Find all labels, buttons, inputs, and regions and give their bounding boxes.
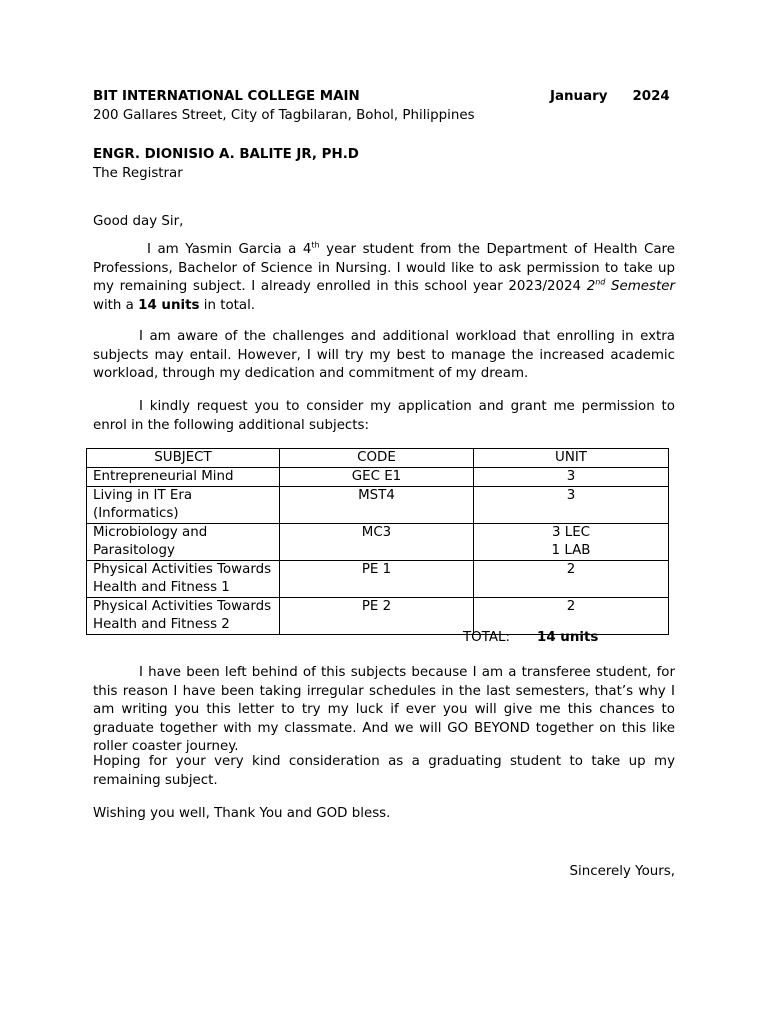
- cell-code: MST4: [280, 487, 474, 524]
- cell-unit-lab: 1 LAB: [551, 543, 591, 558]
- cell-unit-lec: 3 LEC: [551, 525, 591, 540]
- cell-unit: 2: [474, 598, 669, 635]
- table-row: [87, 598, 669, 635]
- table-row: [87, 561, 669, 598]
- cell-code: PE 1: [280, 561, 474, 598]
- table-header-row: [87, 449, 669, 468]
- date-month: January: [550, 89, 608, 104]
- subjects-table: [86, 448, 669, 635]
- cell-unit: 3: [474, 487, 669, 524]
- cell-unit: 2: [474, 561, 669, 598]
- paragraph-workload: I am aware of the challenges and additional workload that enrolling in extra subjects may entail. However, I will try my best to manage the increased academic workload, through my dedication and commitment of my dream.: [93, 329, 675, 381]
- date-year: 2024: [632, 89, 670, 104]
- college-address: 200 Gallares Street, City of Tagbilaran, Bohol, Philippines: [93, 108, 475, 123]
- recipient-name: ENGR. DIONISIO A. BALITE JR, PH.D: [93, 147, 359, 162]
- recipient-title: The Registrar: [93, 166, 183, 181]
- table-row: [87, 524, 669, 561]
- total-label: TOTAL:: [463, 630, 510, 645]
- cell-code: GEC E1: [280, 468, 474, 487]
- intro-units-bold: 14 units: [138, 297, 200, 313]
- intro-text-2: year student from the Department of Health Care Professions, Bachelor of Science in Nursing. I would like to ask permission to take up my remaining subject. I already enrolled in this school year 2023/2024: [93, 242, 675, 294]
- intro-sup-1: th: [311, 240, 320, 250]
- cell-subject: Living in IT Era (Informatics): [87, 487, 280, 524]
- total-value: 14 units: [537, 630, 599, 645]
- paragraph-request: I kindly request you to consider my application and grant me permission to enrol in the following additional subjects:: [93, 399, 675, 433]
- table-row: [87, 487, 669, 524]
- cell-unit: [474, 524, 669, 561]
- cell-code: PE 2: [280, 598, 474, 635]
- intro-text-4: in total.: [199, 297, 256, 313]
- intro-semester-word: Semester: [605, 279, 675, 294]
- total-units: [463, 630, 598, 645]
- intro-semester-num: 2: [586, 279, 596, 294]
- cell-subject: Physical Activities Towards Health and Fitness 2: [87, 598, 280, 635]
- intro-text-1: I am Yasmin Garcia a 4: [147, 242, 312, 257]
- header-subject: SUBJECT: [87, 449, 280, 468]
- paragraph-hope: Hoping for your very kind consideration as a graduating student to take up my remaining subject.: [93, 754, 675, 788]
- closing-signoff: Sincerely Yours,: [569, 864, 675, 879]
- paragraph-reason: I have been left behind of this subjects because I am a transferee student, for this reason I have been taking irregular schedules in the last semesters, that’s why I am writing you this letter to try my luck if ever you will give me this chances to graduate together with my classmate. And we will GO BEYOND together on this like roller coaster journey.: [93, 665, 675, 754]
- table-row: [87, 468, 669, 487]
- paragraph-wishes: Wishing you well, Thank You and GOD bless.: [93, 806, 391, 821]
- letter-date: [550, 89, 670, 104]
- paragraph-intro: [93, 241, 675, 315]
- intro-sup-2: nd: [595, 277, 606, 287]
- salutation: Good day Sir,: [93, 214, 184, 229]
- header-unit: UNIT: [474, 449, 669, 468]
- college-name: BIT INTERNATIONAL COLLEGE MAIN: [93, 89, 360, 104]
- cell-subject: Entrepreneurial Mind: [87, 468, 280, 487]
- cell-code: MC3: [280, 524, 474, 561]
- cell-subject: Microbiology and Parasitology: [87, 524, 280, 561]
- cell-unit: 3: [474, 468, 669, 487]
- intro-text-3: with a: [93, 297, 139, 313]
- header-code: CODE: [280, 449, 474, 468]
- cell-subject: Physical Activities Towards Health and Fitness 1: [87, 561, 280, 598]
